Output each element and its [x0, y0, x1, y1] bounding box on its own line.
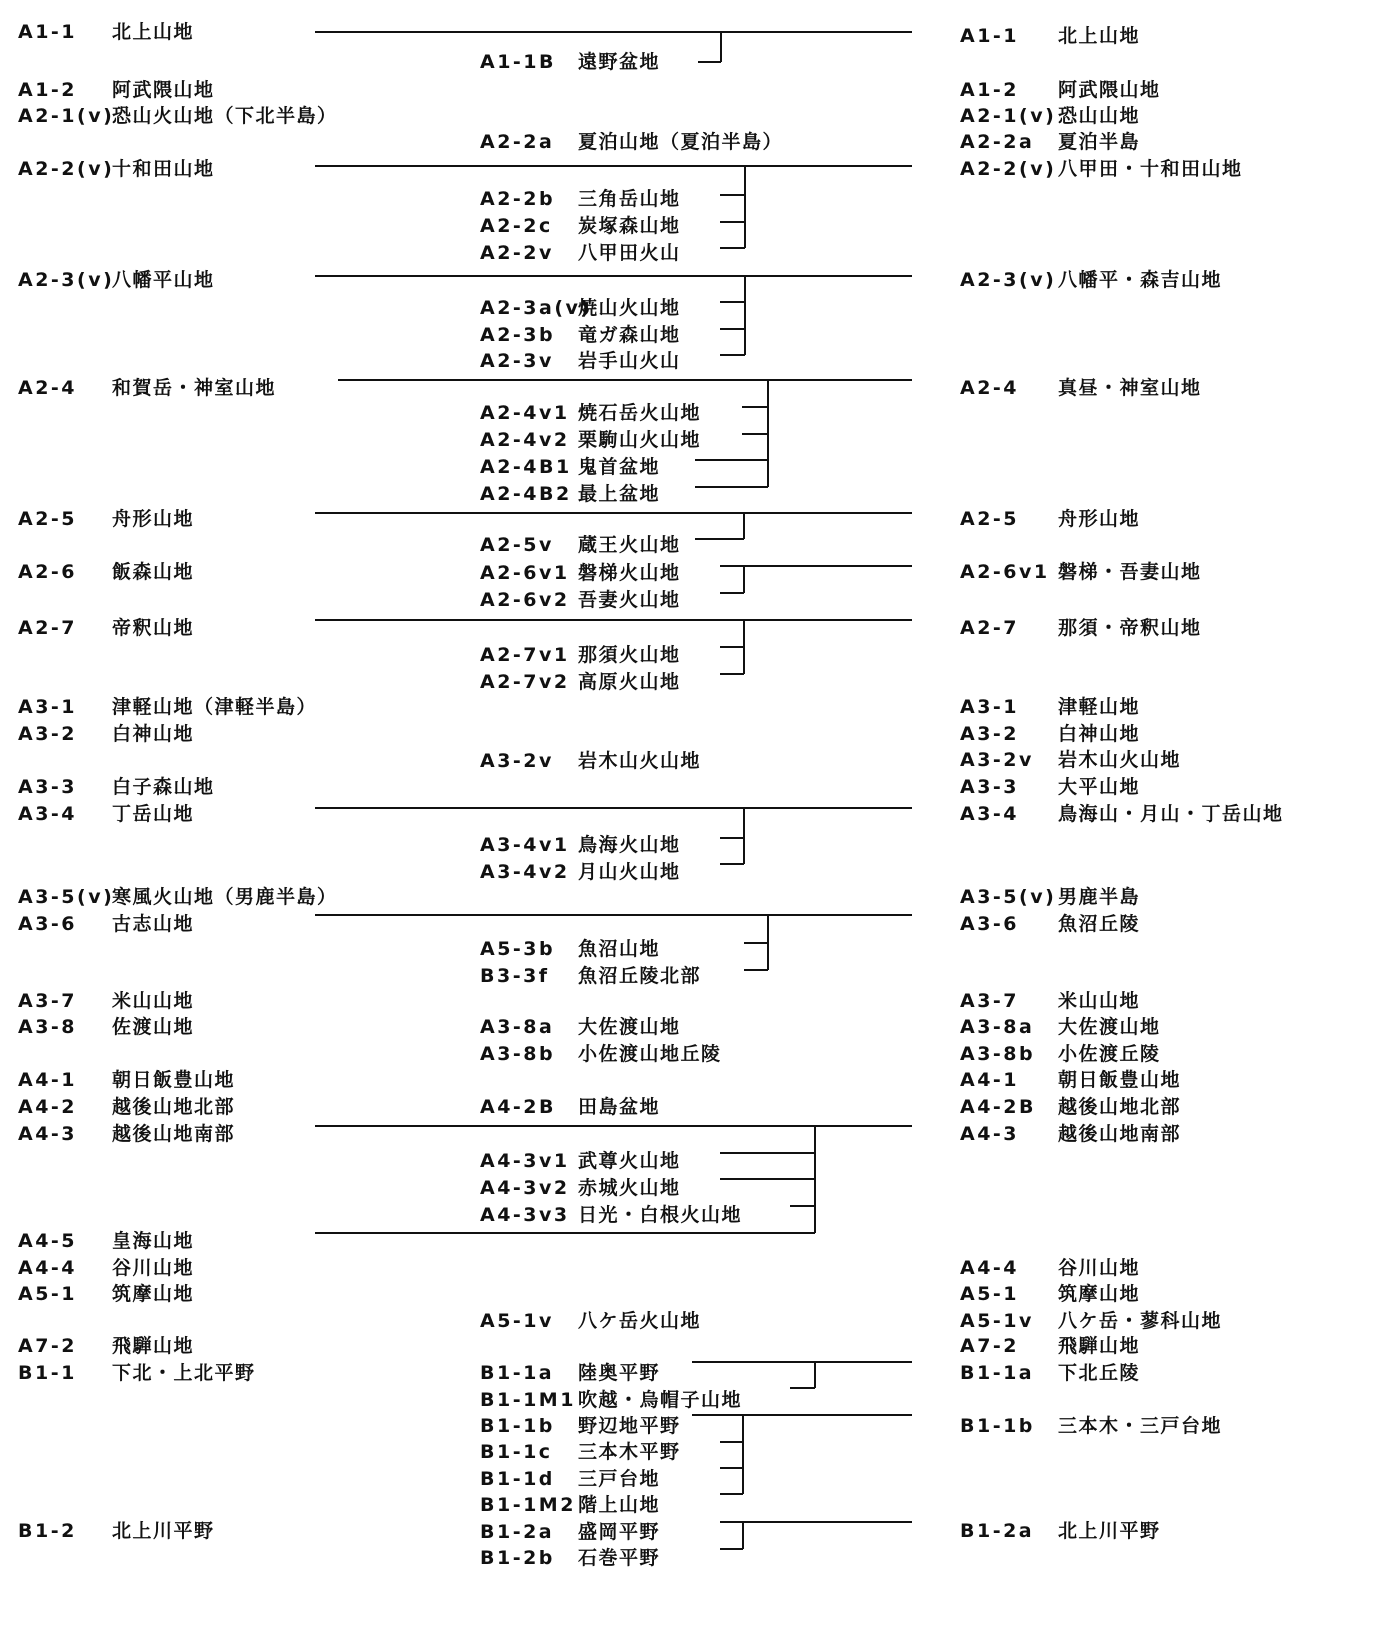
old_units-code: A2-4 [18, 377, 78, 399]
old_units-code: A4-3 [18, 1123, 78, 1145]
new_units-code: A2-1(v) [960, 105, 1057, 127]
sub_units-code: A2-7v1 [480, 644, 570, 666]
new_units-name: 越後山地南部 [1058, 1123, 1182, 1145]
sub_units-name: 最上盆地 [578, 483, 661, 505]
sub_units-name: 炭塚森山地 [578, 215, 681, 237]
sub_units-code: A2-2v [480, 242, 554, 264]
old_units-code: A5-1 [18, 1283, 78, 1305]
sub_units-code: A4-3v2 [480, 1177, 570, 1199]
new_units-name: 夏泊半島 [1058, 131, 1141, 153]
sub_units-name: 吹越・烏帽子山地 [578, 1389, 743, 1411]
new_units-name: 魚沼丘陵 [1058, 913, 1141, 935]
sub_units-name: 那須火山地 [578, 644, 681, 666]
new_units-name: 米山山地 [1058, 990, 1141, 1012]
new_units-code: A2-2(v) [960, 158, 1057, 180]
sub_units-name: 栗駒山火山地 [578, 429, 702, 451]
old_units-code: A2-7 [18, 617, 78, 639]
new_units-name: 舟形山地 [1058, 508, 1141, 530]
new_units-code: A2-3(v) [960, 269, 1057, 291]
new_units-code: A4-1 [960, 1069, 1020, 1091]
sub_units-code: A5-1v [480, 1310, 554, 1332]
old_units-code: A4-5 [18, 1230, 78, 1252]
sub_units-name: 鬼首盆地 [578, 456, 661, 478]
sub_units-code: A2-3b [480, 324, 556, 346]
sub_units-name: 焼石岳火山地 [578, 402, 702, 424]
new_units-code: A2-4 [960, 377, 1020, 399]
old_units-code: A1-2 [18, 79, 78, 101]
sub_units-name: 魚沼山地 [578, 938, 661, 960]
old_units-code: A2-2(v) [18, 158, 115, 180]
sub_units-name: 八甲田火山 [578, 242, 681, 264]
new_units-name: 飛騨山地 [1058, 1335, 1141, 1357]
old_units-code: A4-4 [18, 1257, 78, 1279]
old_units-name: 筑摩山地 [112, 1283, 195, 1305]
new_units-name: 磐梯・吾妻山地 [1058, 561, 1202, 583]
new_units-name: 朝日飯豊山地 [1058, 1069, 1182, 1091]
old_units-code: A2-5 [18, 508, 78, 530]
sub_units-code: A2-3a(v) [480, 297, 592, 319]
new_units-name: 下北丘陵 [1058, 1362, 1141, 1384]
new_units-name: 谷川山地 [1058, 1257, 1141, 1279]
sub_units-code: A3-8a [480, 1016, 555, 1038]
new_units-name: 筑摩山地 [1058, 1283, 1141, 1305]
new_units-code: A3-2v [960, 749, 1034, 771]
sub_units-name: 鳥海火山地 [578, 834, 681, 856]
new_units-code: A1-1 [960, 25, 1020, 47]
sub_units-name: 石巻平野 [578, 1547, 661, 1569]
new_units-name: 越後山地北部 [1058, 1096, 1182, 1118]
sub_units-name: 武尊火山地 [578, 1150, 681, 1172]
new_units-name: 小佐渡丘陵 [1058, 1043, 1161, 1065]
new_units-code: A1-2 [960, 79, 1020, 101]
new_units-code: B1-1a [960, 1362, 1035, 1384]
sub_units-code: B1-1c [480, 1441, 553, 1463]
sub_units-code: B1-2a [480, 1521, 555, 1543]
old_units-code: A4-1 [18, 1069, 78, 1091]
old_units-name: 津軽山地（津軽半島） [112, 696, 318, 718]
sub_units-name: 赤城火山地 [578, 1177, 681, 1199]
sub_units-name: 蔵王火山地 [578, 534, 681, 556]
new_units-code: A2-5 [960, 508, 1020, 530]
old_units-name: 八幡平山地 [112, 269, 215, 291]
old_units-name: 白神山地 [112, 723, 195, 745]
sub_units-code: A4-3v3 [480, 1204, 570, 1226]
sub_units-name: 田島盆地 [578, 1096, 661, 1118]
sub_units-code: B1-1b [480, 1415, 555, 1437]
old_units-code: A2-3(v) [18, 269, 115, 291]
new_units-name: 津軽山地 [1058, 696, 1141, 718]
new_units-code: A3-4 [960, 803, 1020, 825]
sub_units-code: B1-1a [480, 1362, 555, 1384]
sub_units-code: A2-4B2 [480, 483, 572, 505]
new_units-code: A4-3 [960, 1123, 1020, 1145]
sub_units-name: 高原火山地 [578, 671, 681, 693]
old_units-name: 北上山地 [112, 21, 195, 43]
sub_units-code: B3-3f [480, 965, 550, 987]
sub_units-name: 吾妻火山地 [578, 589, 681, 611]
new_units-name: 那須・帝釈山地 [1058, 617, 1202, 639]
sub_units-code: A2-6v1 [480, 562, 570, 584]
sub_units-code: B1-1d [480, 1468, 555, 1490]
old_units-name: 飯森山地 [112, 561, 195, 583]
sub_units-code: A4-3v1 [480, 1150, 570, 1172]
sub_units-name: 階上山地 [578, 1494, 661, 1516]
sub_units-name: 岩木山火山地 [578, 750, 702, 772]
old_units-code: A3-4 [18, 803, 78, 825]
sub_units-name: 小佐渡山地丘陵 [578, 1043, 722, 1065]
old_units-code: B1-1 [18, 1362, 77, 1384]
sub_units-name: 野辺地平野 [578, 1415, 681, 1437]
sub_units-code: A3-4v2 [480, 861, 570, 883]
new_units-code: A3-3 [960, 776, 1020, 798]
new_units-code: A2-6v1 [960, 561, 1050, 583]
new_units-name: 恐山山地 [1058, 105, 1141, 127]
new_units-name: 鳥海山・月山・丁岳山地 [1058, 803, 1284, 825]
new_units-code: A5-1 [960, 1283, 1020, 1305]
sub_units-name: 魚沼丘陵北部 [578, 965, 702, 987]
new_units-code: A2-7 [960, 617, 1020, 639]
new_units-code: A4-4 [960, 1257, 1020, 1279]
old_units-name: 米山山地 [112, 990, 195, 1012]
new_units-code: A3-6 [960, 913, 1020, 935]
new_units-code: A3-8a [960, 1016, 1035, 1038]
sub_units-code: A4-2B [480, 1096, 557, 1118]
sub_units-code: A2-5v [480, 534, 554, 556]
old_units-code: A3-7 [18, 990, 78, 1012]
new_units-code: A3-5(v) [960, 886, 1057, 908]
sub_units-code: A2-2c [480, 215, 553, 237]
old_units-name: 北上川平野 [112, 1520, 215, 1542]
new_units-name: 白神山地 [1058, 723, 1141, 745]
sub_units-code: A5-3b [480, 938, 556, 960]
old_units-name: 越後山地南部 [112, 1123, 236, 1145]
new_units-name: 真昼・神室山地 [1058, 377, 1202, 399]
sub_units-code: A3-2v [480, 750, 554, 772]
sub_units-name: 焼山火山地 [578, 297, 681, 319]
sub_units-code: B1-2b [480, 1547, 555, 1569]
new_units-name: 岩木山火山地 [1058, 749, 1182, 771]
sub_units-code: A3-8b [480, 1043, 556, 1065]
new_units-name: 男鹿半島 [1058, 886, 1141, 908]
sub_units-code: A3-4v1 [480, 834, 570, 856]
new_units-name: 大佐渡山地 [1058, 1016, 1161, 1038]
sub_units-code: A1-1B [480, 51, 557, 73]
sub_units-code: A2-3v [480, 350, 554, 372]
sub_units-name: 八ケ岳火山地 [578, 1310, 702, 1332]
old_units-name: 帝釈山地 [112, 617, 195, 639]
old_units-name: 飛騨山地 [112, 1335, 195, 1357]
sub_units-name: 三戸台地 [578, 1468, 661, 1490]
sub_units-code: A2-4B1 [480, 456, 572, 478]
sub_units-name: 竜ガ森山地 [578, 324, 681, 346]
new_units-name: 八甲田・十和田山地 [1058, 158, 1243, 180]
sub_units-code: A2-2a [480, 131, 555, 153]
sub_units-name: 岩手山火山 [578, 350, 681, 372]
old_units-name: 丁岳山地 [112, 803, 195, 825]
old_units-name: 皇海山地 [112, 1230, 195, 1252]
old_units-code: A2-6 [18, 561, 78, 583]
new_units-code: B1-1b [960, 1415, 1035, 1437]
new_units-code: A3-8b [960, 1043, 1036, 1065]
sub_units-name: 日光・白根火山地 [578, 1204, 743, 1226]
old_units-code: A3-6 [18, 913, 78, 935]
old_units-name: 和賀岳・神室山地 [112, 377, 277, 399]
sub_units-name: 磐梯火山地 [578, 562, 681, 584]
old_units-name: 越後山地北部 [112, 1096, 236, 1118]
old_units-code: A4-2 [18, 1096, 78, 1118]
new_units-name: 北上山地 [1058, 25, 1141, 47]
old_units-name: 阿武隈山地 [112, 79, 215, 101]
sub_units-code: A2-4v2 [480, 429, 570, 451]
new_units-name: 北上川平野 [1058, 1520, 1161, 1542]
sub_units-name: 遠野盆地 [578, 51, 661, 73]
new_units-name: 八幡平・森吉山地 [1058, 269, 1223, 291]
old_units-code: A2-1(v) [18, 105, 115, 127]
old_units-code: A3-3 [18, 776, 78, 798]
old_units-name: 寒風火山地（男鹿半島） [112, 886, 338, 908]
old_units-name: 恐山火山地（下北半島） [112, 105, 338, 127]
sub_units-code: B1-1M2 [480, 1494, 576, 1516]
sub_units-name: 三角岳山地 [578, 188, 681, 210]
old_units-name: 古志山地 [112, 913, 195, 935]
sub_units-code: A2-2b [480, 188, 556, 210]
old_units-code: A3-5(v) [18, 886, 115, 908]
sub_units-name: 月山火山地 [578, 861, 681, 883]
old_units-code: B1-2 [18, 1520, 77, 1542]
new_units-code: A7-2 [960, 1335, 1020, 1357]
old_units-name: 十和田山地 [112, 158, 215, 180]
new_units-code: A3-7 [960, 990, 1020, 1012]
old_units-code: A7-2 [18, 1335, 78, 1357]
new_units-name: 三本木・三戸台地 [1058, 1415, 1223, 1437]
sub_units-name: 夏泊山地（夏泊半島） [578, 131, 784, 153]
sub_units-code: A2-4v1 [480, 402, 570, 424]
new_units-code: A3-1 [960, 696, 1020, 718]
old_units-name: 谷川山地 [112, 1257, 195, 1279]
old_units-name: 下北・上北平野 [112, 1362, 256, 1384]
old_units-code: A3-2 [18, 723, 78, 745]
sub_units-name: 盛岡平野 [578, 1521, 661, 1543]
sub_units-code: A2-7v2 [480, 671, 570, 693]
new_units-code: A2-2a [960, 131, 1035, 153]
old_units-code: A3-1 [18, 696, 78, 718]
sub_units-code: B1-1M1 [480, 1389, 576, 1411]
old_units-name: 白子森山地 [112, 776, 215, 798]
old_units-code: A1-1 [18, 21, 78, 43]
new_units-code: A3-2 [960, 723, 1020, 745]
old_units-name: 舟形山地 [112, 508, 195, 530]
new_units-name: 阿武隈山地 [1058, 79, 1161, 101]
old_units-name: 朝日飯豊山地 [112, 1069, 236, 1091]
sub_units-name: 大佐渡山地 [578, 1016, 681, 1038]
sub_units-code: A2-6v2 [480, 589, 570, 611]
sub_units-name: 三本木平野 [578, 1441, 681, 1463]
old_units-name: 佐渡山地 [112, 1016, 195, 1038]
new_units-name: 大平山地 [1058, 776, 1141, 798]
new_units-code: A4-2B [960, 1096, 1037, 1118]
new_units-code: B1-2a [960, 1520, 1035, 1542]
sub_units-name: 陸奥平野 [578, 1362, 661, 1384]
new_units-name: 八ケ岳・蓼科山地 [1058, 1310, 1223, 1332]
new_units-code: A5-1v [960, 1310, 1034, 1332]
old_units-code: A3-8 [18, 1016, 78, 1038]
